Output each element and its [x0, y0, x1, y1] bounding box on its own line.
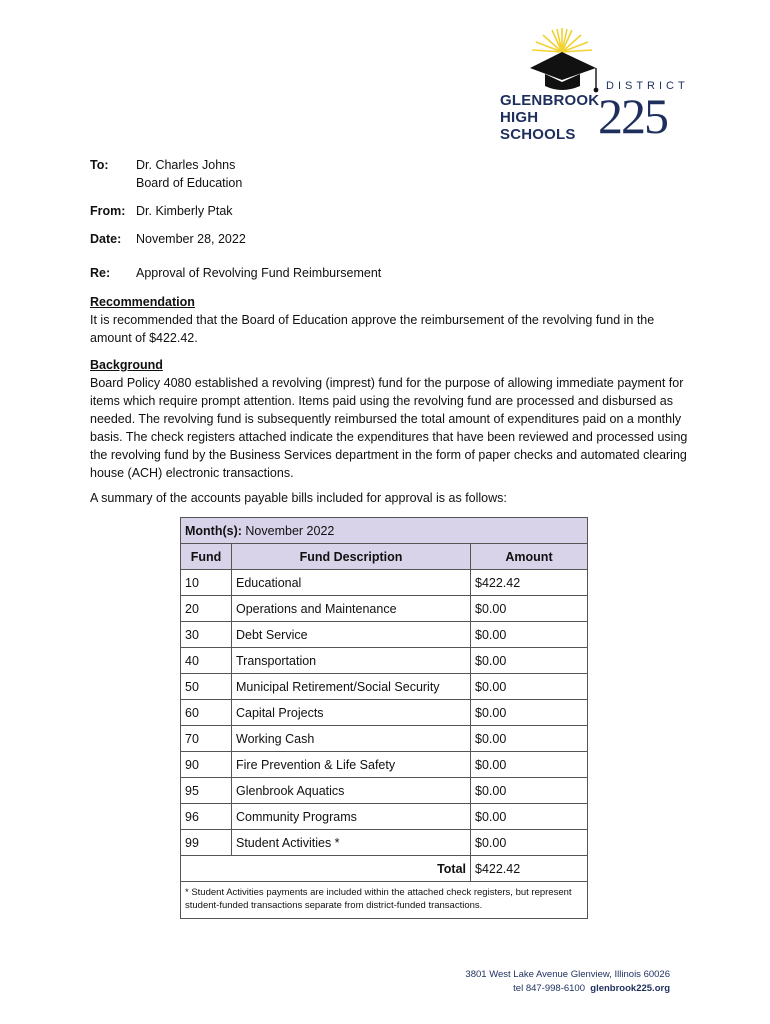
month-label: Month(s): [185, 523, 242, 538]
to-label: To: [90, 158, 109, 172]
fund-number: 60 [181, 700, 232, 726]
fund-amount: $0.00 [471, 778, 588, 804]
logo-name-line2: HIGH SCHOOLS [500, 109, 576, 143]
fund-number: 30 [181, 622, 232, 648]
table-header-row [181, 544, 588, 570]
fund-amount: $0.00 [471, 726, 588, 752]
table-row [181, 648, 588, 674]
fund-amount: $0.00 [471, 804, 588, 830]
month-value: November 2022 [245, 523, 335, 538]
logo-name-line1: GLENBROOK [500, 92, 600, 109]
fund-number: 20 [181, 596, 232, 622]
table-row [181, 622, 588, 648]
fund-amount: $422.42 [471, 570, 588, 596]
fund-number: 99 [181, 830, 232, 856]
fund-number: 50 [181, 674, 232, 700]
table-footnote: * Student Activities payments are included within the attached check registers, but represent student-funded transactions separate from district-funded transactions. [181, 882, 588, 919]
table-row [181, 674, 588, 700]
fund-description: Capital Projects [232, 700, 471, 726]
fund-description: Glenbrook Aquatics [232, 778, 471, 804]
table-row [181, 570, 588, 596]
fund-number: 95 [181, 778, 232, 804]
fund-number: 96 [181, 804, 232, 830]
fund-description: Community Programs [232, 804, 471, 830]
fund-summary-table [180, 517, 588, 919]
total-row [181, 856, 588, 882]
footer-phone: tel 847-998-6100 [513, 983, 585, 994]
to-line1: Dr. Charles Johns [136, 158, 236, 172]
month-cell [181, 518, 588, 544]
footer-contact [513, 982, 670, 996]
table-row [181, 700, 588, 726]
fund-amount: $0.00 [471, 830, 588, 856]
recommendation-body: It is recommended that the Board of Education approve the reimbursement of the revolving fund in the amount of $422.42. [90, 313, 655, 345]
from-value: Dr. Kimberly Ptak [136, 204, 233, 218]
fund-description: Municipal Retirement/Social Security [232, 674, 471, 700]
fund-description: Fire Prevention & Life Safety [232, 752, 471, 778]
table-row [181, 830, 588, 856]
table-row [181, 752, 588, 778]
background-body: Board Policy 4080 established a revolving (imprest) fund for the purpose of allowing immediate payment for items which require prompt attention. Items paid using the revolving fund are processed and disbursed as needed. The revolving fund is subsequently reimbursed the total amount of expenditures paid on a monthly basis. The check registers attached indicate the expenditures that have been reviewed and processed using the revolving fund by the Business Services department in the form of paper checks and automated clearing house (ACH) electronic transactions. [90, 376, 688, 480]
fund-description: Debt Service [232, 622, 471, 648]
background-section [90, 356, 690, 482]
background-title: Background [90, 358, 163, 372]
fund-description: Educational [232, 570, 471, 596]
fund-number: 90 [181, 752, 232, 778]
fund-description: Student Activities * [232, 830, 471, 856]
header-description: Fund Description [232, 544, 471, 570]
to-line2: Board of Education [136, 176, 243, 190]
fund-number: 70 [181, 726, 232, 752]
table-row [181, 804, 588, 830]
summary-intro: A summary of the accounts payable bills included for approval is as follows: [90, 491, 507, 505]
header-amount: Amount [471, 544, 588, 570]
table-row [181, 778, 588, 804]
fund-description: Transportation [232, 648, 471, 674]
recommendation-section [90, 293, 690, 347]
logo-district-number: 225 [598, 88, 667, 144]
logo-district-label: DISTRICT [606, 80, 689, 92]
from-label: From: [90, 204, 126, 218]
total-value: $422.42 [471, 856, 588, 882]
fund-description: Working Cash [232, 726, 471, 752]
graduation-cap-icon [530, 52, 598, 92]
total-label: Total [181, 856, 471, 882]
fund-amount: $0.00 [471, 596, 588, 622]
table-row [181, 726, 588, 752]
fund-amount: $0.00 [471, 752, 588, 778]
footnote-row [181, 882, 588, 919]
fund-amount: $0.00 [471, 622, 588, 648]
date-label: Date: [90, 232, 122, 246]
fund-amount: $0.00 [471, 648, 588, 674]
re-value: Approval of Revolving Fund Reimbursement [136, 266, 382, 280]
fund-amount: $0.00 [471, 700, 588, 726]
fund-description: Operations and Maintenance [232, 596, 471, 622]
re-label: Re: [90, 266, 111, 280]
header-fund: Fund [181, 544, 232, 570]
month-row [181, 518, 588, 544]
footer-website: glenbrook225.org [590, 983, 670, 994]
fund-amount: $0.00 [471, 674, 588, 700]
logo-school-name [500, 92, 600, 143]
recommendation-title: Recommendation [90, 295, 195, 309]
footer-address: 3801 West Lake Avenue Glenview, Illinois 60026 [465, 969, 670, 980]
fund-number: 10 [181, 570, 232, 596]
sun-rays-icon [532, 28, 592, 52]
date-value: November 28, 2022 [136, 232, 246, 246]
fund-number: 40 [181, 648, 232, 674]
table-row [181, 596, 588, 622]
